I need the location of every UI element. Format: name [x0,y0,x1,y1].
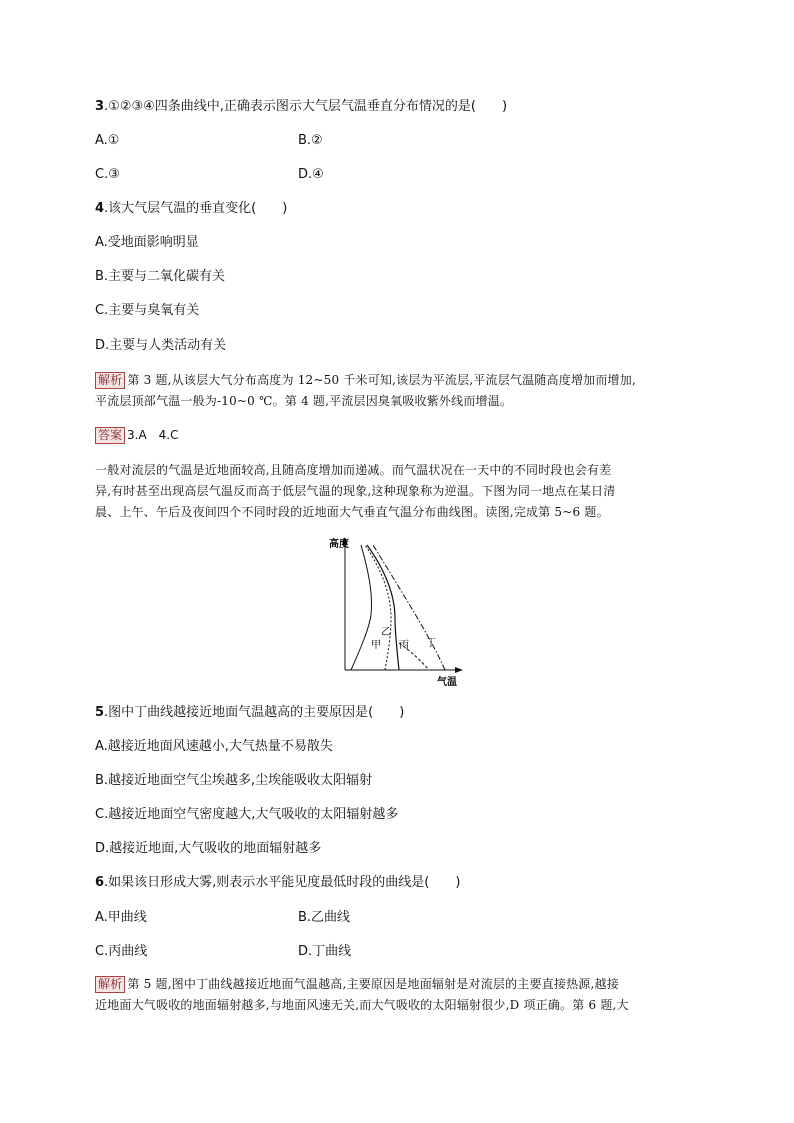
intro-paragraph [95,460,695,523]
question-3-stem [95,98,507,115]
x-axis-label: 气温 [437,677,457,688]
answer-block-1 [95,427,179,444]
temperature-profile-figure [325,533,470,688]
analysis-text: 第 5 题,图中丁曲线越接近地面气温越高,主要原因是地面辐射是对流层的主要直接热源,越接 [127,977,619,991]
option-c: C.丙曲线 [95,944,148,959]
question-3-options-row-1 [95,132,323,149]
option-d: D.越接近地面,大气吸收的地面辐射越多 [95,841,322,856]
curve-jia [351,545,372,670]
analysis-text: 第 3 题,从该层大气分布高度为 12~50 千米可知,该层为平流层,平流层气温随高度增加而增加, [127,373,636,387]
x-axis-arrow [455,667,463,673]
question-5-stem [95,704,404,721]
option-d: D.主要与人类活动有关 [95,338,227,353]
question-text: .图中丁曲线越接近地面气温越高的主要原因是( ) [104,705,405,720]
option-a: A.受地面影响明显 [95,235,199,250]
curve-label-yi: 乙 [381,627,391,638]
question-text: .如果该日形成大雾,则表示水平能见度最低时段的曲线是( ) [104,875,461,890]
option-c: C.越接近地面空气密度越大,大气吸收的太阳辐射越多 [95,807,399,822]
option-a: A.① [95,133,120,148]
question-3-options-row-2 [95,166,324,183]
analysis-line: 平流层顶部气温一般为-10~0 ℃。第 4 题,平流层因臭氧吸收紫外线而增温。 [95,394,513,408]
option-d: D.丁曲线 [298,944,352,959]
analysis-line [95,974,695,995]
question-4-stem [95,200,287,217]
option-c: C.③ [95,167,120,182]
question-number: 5 [95,705,105,720]
answer-tag: 答案 [95,427,125,444]
option-b: B.乙曲线 [298,910,351,925]
analysis-block-2 [95,974,695,1016]
curve-yi [365,545,391,670]
intro-line: 晨、上午、午后及夜间四个不同时段的近地面大气垂直气温分布曲线图。读图,完成第 5~6 题。 [95,505,609,519]
question-number: 3 [95,99,105,114]
question-text: .该大气层气温的垂直变化( ) [104,201,288,216]
option-b: B.越接近地面空气尘埃越多,尘埃能吸收太阳辐射 [95,773,373,788]
curve-label-ding: 丁 [426,638,436,649]
option-c: C.主要与臭氧有关 [95,303,200,318]
question-6-stem [95,874,460,891]
analysis-line [95,370,695,391]
y-axis-label: 高度 [329,539,349,550]
intro-line: 一般对流层的气温是近地面较高,且随高度增加而递减。而气温状况在一天中的不同时段也会有差 [95,463,612,477]
option-b: B.② [298,133,323,148]
question-text: .①②③④四条曲线中,正确表示图示大气层气温垂直分布情况的是( ) [104,99,508,114]
question-number: 4 [95,201,105,216]
option-a: A.甲曲线 [95,910,147,925]
question-number: 6 [95,875,105,890]
curve-label-bing: 丙 [399,640,409,651]
option-d: D.④ [298,167,324,182]
curve-label-jia: 甲 [371,640,381,651]
analysis-block-1 [95,370,695,412]
analysis-tag: 解析 [95,976,125,993]
analysis-line: 近地面大气吸收的地面辐射越多,与地面风速无关,而大气吸收的太阳辐射很少,D 项正确。第 6 题,大 [95,998,629,1012]
analysis-tag: 解析 [95,372,125,389]
option-a: A.越接近地面风速越小,大气热量不易散失 [95,739,333,754]
intro-line: 异,有时甚至出现高层气温反而高于低层气温的现象,这种现象称为逆温。下图为同一地点在某日清 [95,484,616,498]
question-6-options-row-2 [95,943,352,960]
answer-text: 3.A 4.C [127,428,179,442]
option-b: B.主要与二氧化碳有关 [95,269,226,284]
question-6-options-row-1 [95,909,351,926]
curve-ding [373,545,445,670]
